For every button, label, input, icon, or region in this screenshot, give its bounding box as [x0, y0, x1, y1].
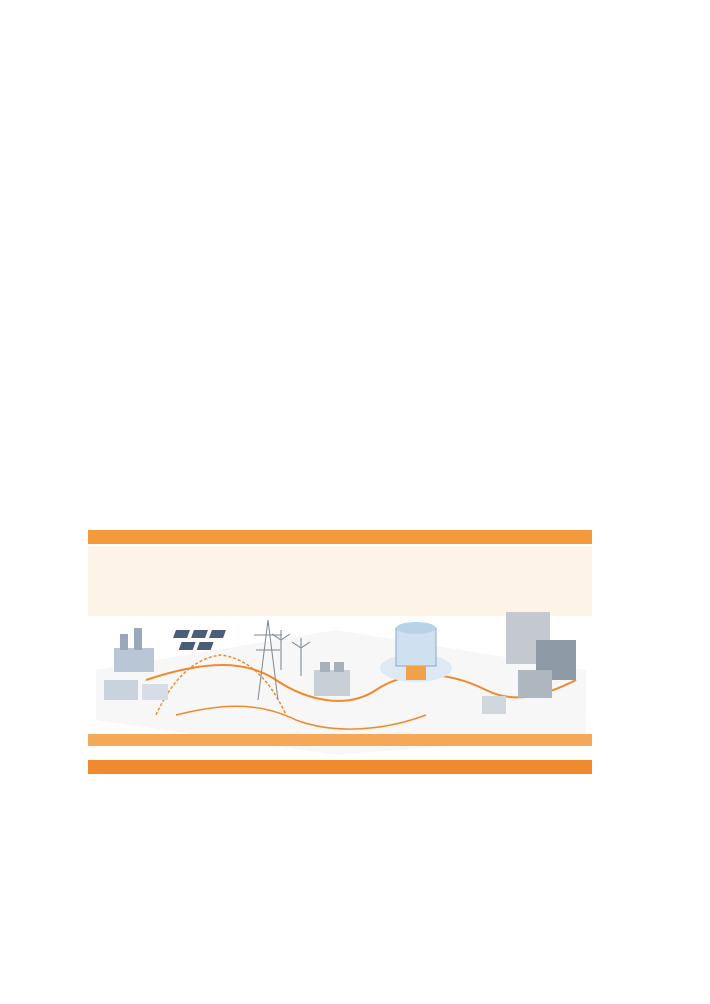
dispatch-band — [88, 530, 592, 544]
dual-carbon-band — [88, 734, 592, 746]
solar-panels — [173, 630, 226, 650]
framework-diagram — [86, 520, 594, 776]
platform-band — [88, 760, 592, 774]
framework-figure — [86, 520, 594, 776]
top-panel — [88, 546, 592, 616]
